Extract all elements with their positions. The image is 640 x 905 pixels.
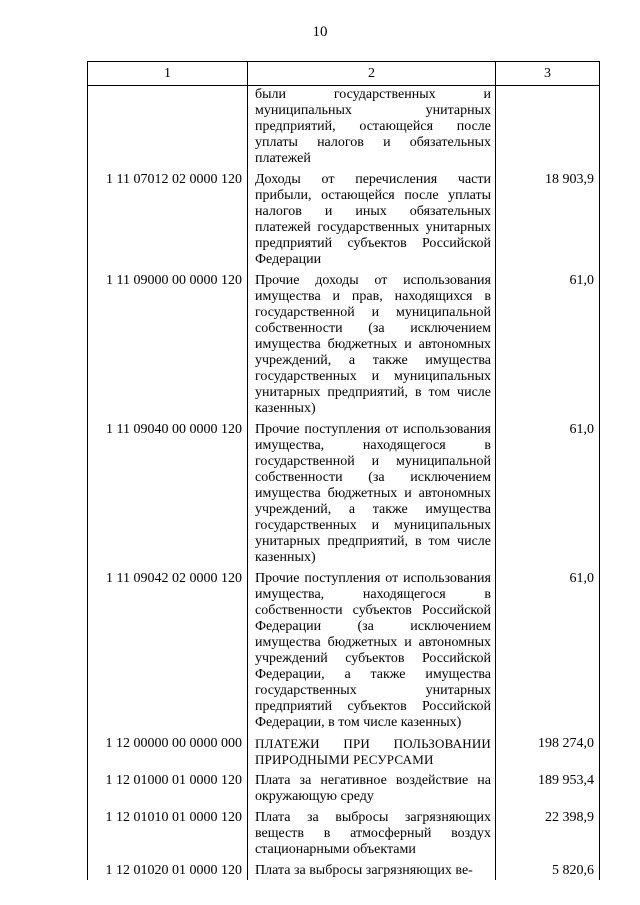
table-row: [88, 732, 600, 769]
row-amount: 22 398,9: [496, 806, 600, 859]
table-row: [88, 769, 600, 806]
table-row: [88, 86, 600, 169]
row-amount: 61,0: [496, 269, 600, 418]
row-code: 1 12 01000 01 0000 120: [88, 769, 248, 806]
row-code: [88, 86, 248, 169]
row-description: Прочие доходы от использования имущества и прав, находящихся в государственной и муниципальной собственности (за исключением имущества бюджетных и автономных учреждений, а также имущества государственных и муниципальных унитарных предприятий, в том числе казенных): [248, 269, 496, 418]
row-amount: 198 274,0: [496, 732, 600, 769]
row-code: 1 11 09000 00 0000 120: [88, 269, 248, 418]
row-code: 1 12 00000 00 0000 000: [88, 732, 248, 769]
table-row: [88, 859, 600, 880]
row-code: 1 12 01010 01 0000 120: [88, 806, 248, 859]
table-row: [88, 418, 600, 567]
row-amount: 5 820,6: [496, 859, 600, 880]
page-number: 10: [312, 24, 328, 40]
row-description: Плата за выбросы загрязняющих веществ в атмосферный воздух стационарными объектами: [248, 806, 496, 859]
row-description: Доходы от перечисления части прибыли, остающейся после уплаты налогов и иных обязательных платежей государственных унитарных предприятий субъектов Российской Федерации: [248, 168, 496, 269]
table-row: [88, 567, 600, 732]
row-code: 1 11 09042 02 0000 120: [88, 567, 248, 732]
column-header-amount: 3: [496, 62, 600, 86]
row-description: Плата за выбросы загрязняющих ве-: [248, 859, 496, 880]
row-amount: 61,0: [496, 418, 600, 567]
row-description: были государственных и муниципальных унитарных предприятий, остающейся после уплаты налогов и обязательных платежей: [248, 86, 496, 169]
row-code: 1 11 09040 00 0000 120: [88, 418, 248, 567]
row-amount: 189 953,4: [496, 769, 600, 806]
table-row: [88, 168, 600, 269]
row-description: ПЛАТЕЖИ ПРИ ПОЛЬЗОВАНИИ ПРИРОДНЫМИ РЕСУРСАМИ: [248, 732, 496, 769]
column-header-code: 1: [88, 62, 248, 86]
row-description: Прочие поступления от использования имущества, находящегося в собственности субъектов Российской Федерации (за исключением имущества бюджетных и автономных учреждений субъектов Российской Федерации, а также имущества государственных унитарных предприятий субъектов Российской Федерации, в том числе казенных): [248, 567, 496, 732]
table-header: [88, 62, 600, 86]
row-amount: [496, 86, 600, 169]
row-amount: 18 903,9: [496, 168, 600, 269]
budget-table: [87, 61, 600, 880]
row-description: Плата за негативное воздействие на окружающую среду: [248, 769, 496, 806]
table-row: [88, 806, 600, 859]
row-description: Прочие поступления от использования имущества, находящегося в государственной и муниципальной собственности (за исключением имущества бюджетных и автономных учреждений, а также имущества государственных и муниципальных унитарных предприятий, в том числе казенных): [248, 418, 496, 567]
row-code: 1 12 01020 01 0000 120: [88, 859, 248, 880]
column-header-description: 2: [248, 62, 496, 86]
row-code: 1 11 07012 02 0000 120: [88, 168, 248, 269]
row-amount: 61,0: [496, 567, 600, 732]
table-row: [88, 269, 600, 418]
